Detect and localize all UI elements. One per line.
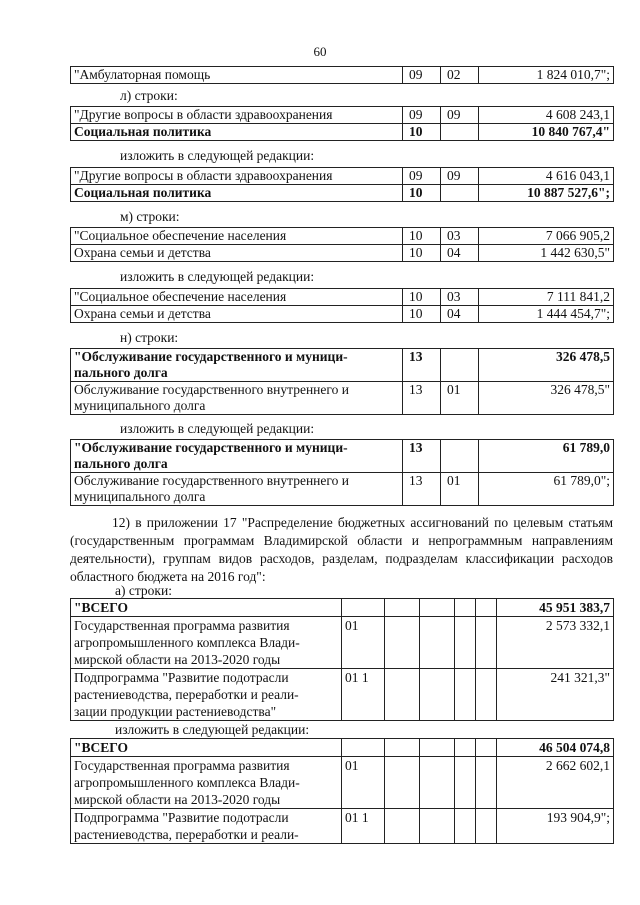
row-section: 09 bbox=[403, 168, 441, 185]
program-code: 01 bbox=[342, 617, 385, 669]
row-value: 7 111 841,2 bbox=[479, 289, 614, 306]
table-row bbox=[71, 228, 614, 245]
table-row bbox=[71, 617, 614, 669]
row-value: 1 444 454,7"; bbox=[479, 306, 614, 323]
sec-cell bbox=[420, 599, 455, 617]
row-value: 4 608 243,1 bbox=[479, 107, 614, 124]
label-edit-4: изложить в следующей редакции: bbox=[115, 722, 310, 737]
row-name: "Амбулаторная помощь bbox=[71, 67, 403, 84]
program-name bbox=[71, 617, 342, 669]
table-row bbox=[71, 382, 614, 415]
table-row bbox=[71, 669, 614, 721]
table-row bbox=[71, 599, 614, 617]
table-row bbox=[71, 67, 614, 84]
row-subsection bbox=[441, 185, 479, 202]
row-section: 10 bbox=[403, 124, 441, 141]
subprogram-code: 01 1 bbox=[342, 809, 385, 844]
code-cell bbox=[342, 739, 385, 757]
sec-cell bbox=[420, 669, 455, 721]
program-code: 01 bbox=[342, 757, 385, 809]
extra-cell bbox=[476, 599, 497, 617]
budget-table-l-old bbox=[70, 106, 614, 141]
table-row bbox=[71, 107, 614, 124]
table-row bbox=[71, 809, 614, 844]
row-section: 13 bbox=[403, 382, 441, 415]
extra-cell bbox=[476, 757, 497, 809]
program-name bbox=[71, 757, 342, 809]
vr-cell bbox=[385, 809, 420, 844]
vr-cell bbox=[385, 739, 420, 757]
row-section: 10 bbox=[403, 245, 441, 262]
row-subsection: 01 bbox=[441, 473, 479, 506]
row-section: 10 bbox=[403, 185, 441, 202]
row-value: 326 478,5 bbox=[479, 349, 614, 382]
row-name: Социальная политика bbox=[71, 185, 403, 202]
name-line-1: Подпрограмма "Развитие подотрасли bbox=[74, 810, 289, 825]
label-m: м) строки: bbox=[120, 209, 180, 224]
extra-cell bbox=[476, 739, 497, 757]
page-number: 60 bbox=[313, 44, 327, 59]
extra-cell bbox=[476, 617, 497, 669]
row-name bbox=[71, 440, 403, 473]
row-name-line-1: Обслуживание государственного внутреннего и bbox=[74, 382, 349, 397]
row-subsection bbox=[441, 349, 479, 382]
row-value: 61 789,0"; bbox=[479, 473, 614, 506]
row-subsection: 02 bbox=[441, 67, 479, 84]
name-line-3: зации продукции растениеводства" bbox=[74, 704, 277, 719]
total-value: 45 951 383,7 bbox=[497, 599, 614, 617]
name-line-2: агропромышленного комплекса Влади- bbox=[74, 635, 300, 650]
vr-cell bbox=[385, 669, 420, 721]
sec-cell bbox=[420, 809, 455, 844]
program-value: 2 662 602,1 bbox=[497, 757, 614, 809]
appendix17-table-new bbox=[70, 738, 614, 844]
row-value: 4 616 043,1 bbox=[479, 168, 614, 185]
total-value: 46 504 074,8 bbox=[497, 739, 614, 757]
row-name bbox=[71, 473, 403, 506]
row-section: 09 bbox=[403, 67, 441, 84]
budget-table-n-new bbox=[70, 439, 614, 506]
row-name: Охрана семьи и детства bbox=[71, 245, 403, 262]
name-line-1: Государственная программа развития bbox=[74, 618, 290, 633]
row-section: 13 bbox=[403, 349, 441, 382]
table-row bbox=[71, 473, 614, 506]
table-row bbox=[71, 306, 614, 323]
paragraph-12: 12) в приложении 17 "Распределение бюджетных ассигнований по целевым статьям (государственным программам Владимирской области и непрограммным направлениям деятельности), группам видов расходов, разделам, подразделам классификации расходов областного бюджета на 2016 год": bbox=[70, 515, 613, 584]
table-row bbox=[71, 124, 614, 141]
table-row bbox=[71, 185, 614, 202]
sub-cell bbox=[455, 757, 476, 809]
row-name bbox=[71, 349, 403, 382]
row-name-line-2: пального долга bbox=[74, 456, 168, 471]
row-value: 1 824 010,7"; bbox=[479, 67, 614, 84]
row-subsection: 01 bbox=[441, 382, 479, 415]
row-value: 61 789,0 bbox=[479, 440, 614, 473]
row-name: Охрана семьи и детства bbox=[71, 306, 403, 323]
row-name-line-2: муниципального долга bbox=[74, 489, 206, 504]
table-row bbox=[71, 289, 614, 306]
sub-cell bbox=[455, 599, 476, 617]
name-line-1: Государственная программа развития bbox=[74, 758, 290, 773]
label-l: л) строки: bbox=[120, 88, 178, 103]
label-n: н) строки: bbox=[120, 330, 179, 345]
label-a: а) строки: bbox=[115, 583, 172, 598]
sub-cell bbox=[455, 617, 476, 669]
sec-cell bbox=[420, 617, 455, 669]
subprogram-name bbox=[71, 669, 342, 721]
appendix17-table-old bbox=[70, 598, 614, 721]
budget-table-m-new bbox=[70, 288, 614, 323]
row-section: 09 bbox=[403, 107, 441, 124]
name-line-3: мирской области на 2013-2020 годы bbox=[74, 792, 281, 807]
table-row bbox=[71, 349, 614, 382]
row-name: "Другие вопросы в области здравоохранения bbox=[71, 107, 403, 124]
row-subsection: 04 bbox=[441, 245, 479, 262]
row-name-line-2: муниципального долга bbox=[74, 398, 206, 413]
row-value: 1 442 630,5" bbox=[479, 245, 614, 262]
row-subsection: 04 bbox=[441, 306, 479, 323]
sub-cell bbox=[455, 739, 476, 757]
row-name-line-2: пального долга bbox=[74, 365, 168, 380]
subprogram-value: 193 904,9"; bbox=[497, 809, 614, 844]
code-cell bbox=[342, 599, 385, 617]
subprogram-code: 01 1 bbox=[342, 669, 385, 721]
row-value: 7 066 905,2 bbox=[479, 228, 614, 245]
row-name-line-1: "Обслуживание государственного и муници- bbox=[74, 440, 348, 455]
sub-cell bbox=[455, 669, 476, 721]
extra-cell bbox=[476, 669, 497, 721]
name-line-1: Подпрограмма "Развитие подотрасли bbox=[74, 670, 289, 685]
subprogram-name bbox=[71, 809, 342, 844]
row-name-line-1: Обслуживание государственного внутреннего и bbox=[74, 473, 349, 488]
row-subsection: 09 bbox=[441, 107, 479, 124]
table-row bbox=[71, 757, 614, 809]
vr-cell bbox=[385, 757, 420, 809]
row-name: "Социальное обеспечение населения bbox=[71, 228, 403, 245]
row-name: "Социальное обеспечение населения bbox=[71, 289, 403, 306]
subprogram-value: 241 321,3" bbox=[497, 669, 614, 721]
row-section: 10 bbox=[403, 306, 441, 323]
row-section: 10 bbox=[403, 289, 441, 306]
row-name: Социальная политика bbox=[71, 124, 403, 141]
vr-cell bbox=[385, 617, 420, 669]
budget-table-ambulatory bbox=[70, 66, 614, 84]
table-row bbox=[71, 245, 614, 262]
table-row bbox=[71, 739, 614, 757]
name-line-3: мирской области на 2013-2020 годы bbox=[74, 652, 281, 667]
row-subsection: 09 bbox=[441, 168, 479, 185]
total-label: "ВСЕГО bbox=[71, 739, 342, 757]
table-row bbox=[71, 440, 614, 473]
total-label: "ВСЕГО bbox=[71, 599, 342, 617]
row-name-line-1: "Обслуживание государственного и муници- bbox=[74, 349, 348, 364]
label-edit-3: изложить в следующей редакции: bbox=[120, 421, 315, 436]
sec-cell bbox=[420, 739, 455, 757]
row-section: 13 bbox=[403, 473, 441, 506]
row-value: 10 840 767,4" bbox=[479, 124, 614, 141]
budget-table-l-new bbox=[70, 167, 614, 202]
row-section: 10 bbox=[403, 228, 441, 245]
row-subsection bbox=[441, 440, 479, 473]
label-edit-2: изложить в следующей редакции: bbox=[120, 269, 315, 284]
name-line-2: агропромышленного комплекса Влади- bbox=[74, 775, 300, 790]
name-line-2: растениеводства, переработки и реали- bbox=[74, 827, 299, 842]
budget-table-m-old bbox=[70, 227, 614, 262]
program-value: 2 573 332,1 bbox=[497, 617, 614, 669]
name-line-2: растениеводства, переработки и реали- bbox=[74, 687, 299, 702]
row-subsection: 03 bbox=[441, 289, 479, 306]
row-name bbox=[71, 382, 403, 415]
row-subsection: 03 bbox=[441, 228, 479, 245]
extra-cell bbox=[476, 809, 497, 844]
budget-table-n-old bbox=[70, 348, 614, 415]
vr-cell bbox=[385, 599, 420, 617]
row-section: 13 bbox=[403, 440, 441, 473]
row-subsection bbox=[441, 124, 479, 141]
sub-cell bbox=[455, 809, 476, 844]
label-edit-1: изложить в следующей редакции: bbox=[120, 148, 315, 163]
row-value: 10 887 527,6"; bbox=[479, 185, 614, 202]
row-name: "Другие вопросы в области здравоохранения bbox=[71, 168, 403, 185]
table-row bbox=[71, 168, 614, 185]
row-value: 326 478,5" bbox=[479, 382, 614, 415]
sec-cell bbox=[420, 757, 455, 809]
